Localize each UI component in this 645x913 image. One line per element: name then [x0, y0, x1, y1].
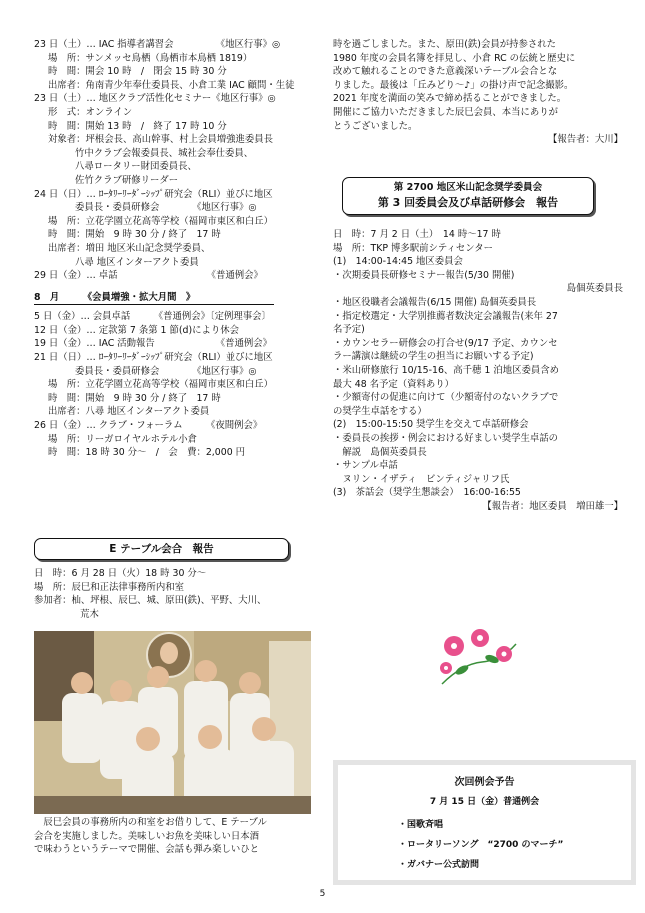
text-line: 開催にご協力いただきました辰巳会員、本当にありが — [333, 106, 559, 118]
text-line: ヌリン・イザティ ビンティジャリフ氏 — [333, 473, 510, 485]
text-line: ・委員長の挨拶・例会における好ましい奨学生卓話の — [333, 432, 559, 444]
august-schedule — [34, 310, 314, 460]
text-line: 24 日（日）… ﾛｰﾀﾘｰﾘｰﾀﾞｰｼｯﾌﾟ研究会（RLI）並びに地区 — [34, 188, 273, 200]
text-line: 時 間：18 時 30 分～ / 会 費：2,000 円 — [48, 447, 246, 459]
text-line: 委員長・委員研修会 《地区行事》◎ — [75, 365, 257, 377]
e-table-reporter: 【報告者：大川】 — [547, 134, 623, 146]
text-line: 時を過ごしました。また、原田(鉄)会員が持参された — [333, 39, 556, 50]
text-line: 場 所：辰巳和正法律事務所内和室 — [34, 581, 185, 593]
text-line: 12 日（金）… 定款第 7 条第 1 節(d)により休会 — [34, 324, 240, 336]
text-line: 対象者：坪根会長、高山幹事、村上会員増強進委員長 — [48, 134, 274, 146]
notice-item: ・ロータリーソング “2700 のマーチ” — [398, 840, 564, 851]
yoneyama-title-box — [342, 177, 594, 215]
group-photo — [34, 631, 311, 814]
text-line: 26 日（金）… クラブ・フォーラム 《夜間例会》 — [34, 420, 263, 432]
yoneyama-title-line2: 第 3 回委員会及び卓話研修会 報告 — [377, 196, 559, 209]
text-line: ・米山研修旅行 10/15-16、高千穂 1 泊地区委員含め — [333, 364, 559, 376]
text-line: 八尋ロータリー財団委員長、 — [75, 161, 197, 173]
text-line: ・カウンセラー研修会の打合せ(9/17 予定、カウンセ — [333, 337, 558, 349]
text-line: ・地区役職者会議報告(6/15 開催) 島個英委員長 — [333, 296, 537, 308]
notice-title: 次回例会予告 — [454, 777, 515, 788]
text-line: 解説 島個英委員長 — [333, 446, 427, 458]
text-line: 最大 48 名予定（資料あり） — [333, 378, 455, 390]
text-line: 19 日（金）… IAC 活動報告 《普通例会》 — [34, 338, 272, 350]
text-line: ・次期委員長研修セミナー報告(5/30 開催) — [333, 269, 515, 281]
e-table-info — [34, 567, 314, 621]
text-line: 23 日（土）… IAC 指導者講習会 《地区行事》◎ — [34, 39, 281, 50]
august-heading: 8 月 《会員増強・拡大月間 》 — [34, 291, 274, 306]
text-line: 時 間：開会 10 時 / 閉会 15 時 30 分 — [48, 66, 227, 78]
text-line: (2) 15:00-15:50 奨学生を交えて卓話研修会 — [333, 419, 529, 431]
group-photo-image — [34, 631, 311, 814]
text-line: 八尋 地区インターアクト委員 — [75, 256, 199, 268]
text-line: 場 所：立花学園立花高等学校（福岡市東区和白丘） — [48, 379, 274, 391]
e-table-body — [34, 816, 314, 857]
text-line: 場 所：立花学園立花高等学校（福岡市東区和白丘） — [48, 215, 274, 227]
text-line: で味わうというテーマで開催、会話も弾み楽しいひと — [34, 844, 260, 856]
yoneyama-report — [333, 228, 642, 513]
notice-item: ・ガバナー公式訪問 — [398, 860, 480, 871]
text-line: 23 日（土）… 地区クラブ活性化セミナー《地区行事》◎ — [34, 93, 276, 105]
flower-illustration — [432, 624, 522, 686]
notice-item: ・国歌斉唱 — [398, 820, 444, 831]
e-table-title-box — [34, 538, 289, 560]
e-table-continued — [333, 38, 623, 133]
text-line: 出席者：増田 地区米山記念奨学委員、 — [48, 242, 211, 254]
left-column — [34, 38, 314, 460]
yoneyama-title-line1: 第 2700 地区米山記念奨学委員会 — [393, 182, 543, 193]
text-line: 5 日（金）… 会員卓話 《普通例会》〔定例理事会〕 — [34, 311, 271, 323]
flower-icon — [440, 629, 516, 684]
notice-date: 7 月 15 日（金）普通例会 — [429, 796, 540, 807]
text-line: 出席者：八尋 地区インターアクト委員 — [48, 406, 210, 418]
text-line: りました。最後は「丘みどり～♪」の掛け声で記念撮影。 — [333, 79, 574, 91]
text-line: 改めて触れることのできた意義深いテーブル会合とな — [333, 66, 558, 78]
text-line: 時 間：開始 9 時 30 分 / 終了 17 時 — [48, 229, 221, 241]
text-line: (3) 茶話会（奨学生懇談会） 16:00-16:55 — [333, 487, 521, 499]
next-meeting-notice — [333, 760, 636, 885]
page-number: 5 — [319, 889, 326, 899]
text-line: 日 時：6 月 28 日（火）18 時 30 分～ — [34, 568, 207, 579]
text-line: 荒木 — [52, 608, 99, 620]
text-line: 2021 年度を満面の笑みで締め括ることができました。 — [333, 93, 567, 105]
text-line: (1) 14:00-14:45 地区委員会 — [333, 256, 463, 268]
text-line: ・少額寄付の促進に向けて（少額寄付のないクラブで — [333, 392, 559, 404]
july-schedule — [34, 38, 314, 283]
text-line: ・サンプル卓話 — [333, 460, 398, 472]
text-line: 日 時：7 月 2 日（土） 14 時～17 時 — [333, 229, 501, 240]
text-line: 出席者：角南青少年奉仕委員長、小倉工業 IAC 顧問・生徒 — [48, 79, 295, 91]
text-line: 場 所：TKP 博多駅前シティセンター — [333, 242, 494, 254]
text-line: 時 間：開始 13 時 / 終了 17 時 10 分 — [48, 120, 227, 132]
text-line: 場 所：サンメッセ鳥栖（鳥栖市本鳥栖 1819） — [48, 52, 253, 64]
e-table-title: E テーブル会合 報告 — [109, 543, 214, 555]
text-line: の奨学生卓話をする） — [333, 405, 427, 417]
text-line: 島個英委員長 — [566, 283, 642, 295]
text-line: 時 間：開始 9 時 30 分 / 終了 17 時 — [48, 392, 221, 404]
text-line: 21 日（日）… ﾛｰﾀﾘｰﾘｰﾀﾞｰｼｯﾌﾟ研究会（RLI）並びに地区 — [34, 352, 273, 364]
text-line: 名予定) — [333, 324, 365, 336]
text-line: 会合を実施しました。美味しいお魚を美味しい日本酒 — [34, 830, 260, 842]
yoneyama-reporter: 【報告者：地区委員 増田雄一】 — [482, 500, 623, 512]
text-line: 29 日（金）… 卓話 《普通例会》 — [34, 270, 263, 282]
text-line: とうございました。 — [333, 120, 418, 132]
text-line: 竹中クラブ会報委員長、城社会奉仕委員、 — [75, 147, 254, 159]
text-line: 1980 年度の会員名簿を拝見し、小倉 RC の伝統と歴史に — [333, 52, 576, 64]
text-line: ・指定校選定・大学別推薦者数決定会議報告(来年 27 — [333, 310, 558, 322]
text-line: 辰巳会員の事務所内の和室をお借りして、E テーブル — [34, 817, 267, 828]
text-line: 形 式：オンライン — [48, 106, 133, 118]
text-line: 場 所：リーガロイヤルホテル小倉 — [48, 433, 197, 445]
right-column — [333, 38, 623, 147]
text-line: 委員長・委員研修会 《地区行事》◎ — [75, 202, 257, 214]
text-line: 佐竹クラブ研修リーダー — [75, 174, 179, 186]
text-line: 参加者：杣、坪根、辰巳、城、原田(鉄)、平野、大川、 — [34, 595, 267, 607]
text-line: ラー講演は継続の学生の担当にお願いする予定) — [333, 351, 534, 363]
